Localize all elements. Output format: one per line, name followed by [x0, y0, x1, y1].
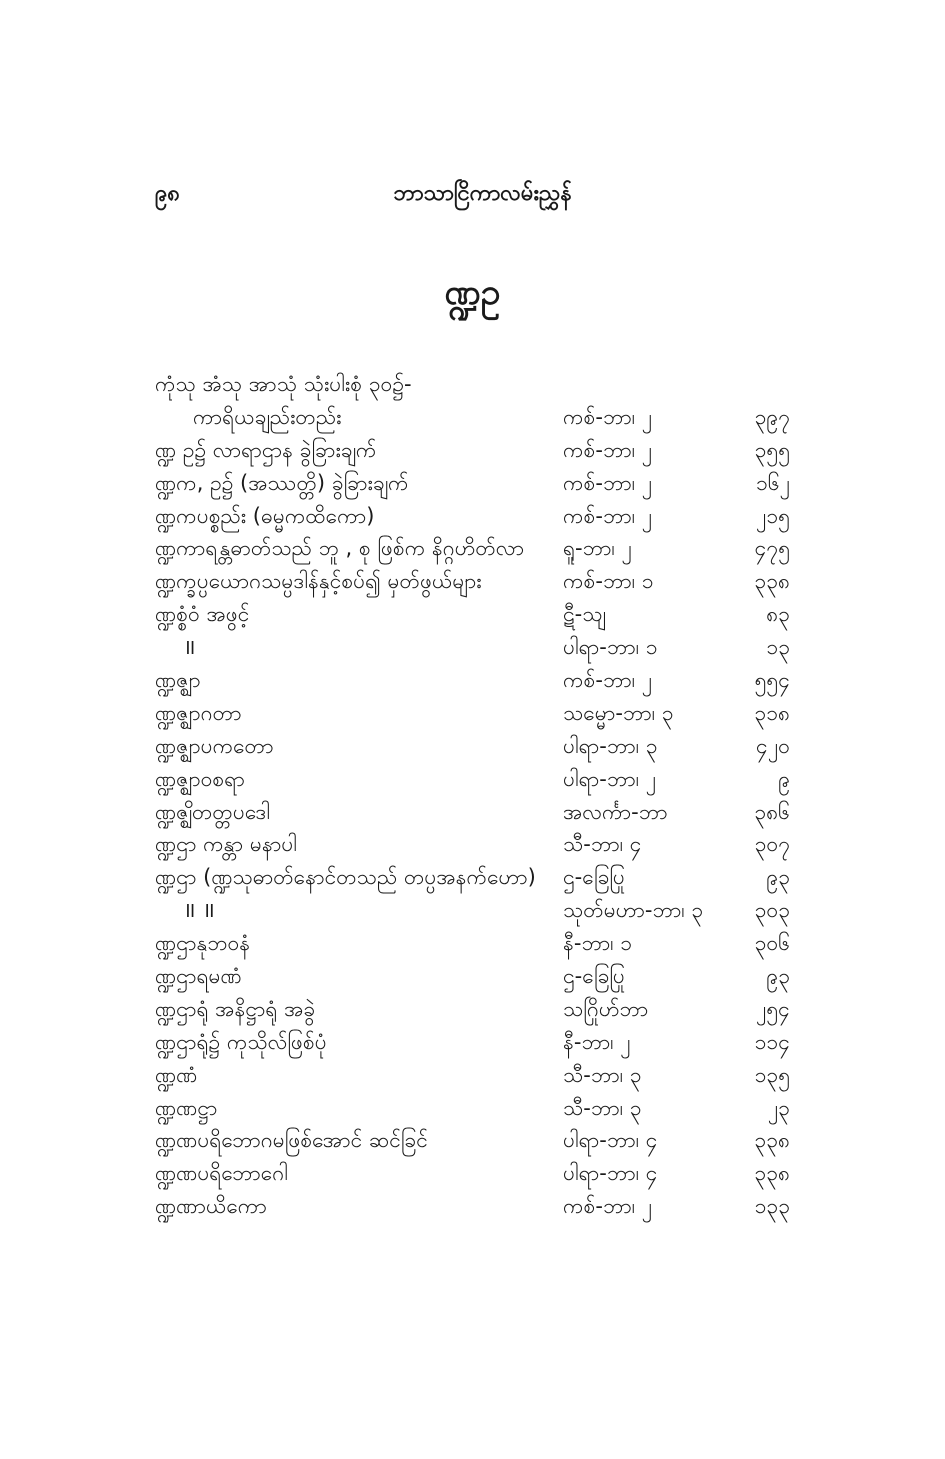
index-entry: ॥ ॥: [183, 898, 215, 923]
index-entry: ဏ္ဍဇ္ဈိတတ္တပဒေါ: [155, 799, 271, 824]
index-source: ပါရာ-ဘာ၊ ၃: [563, 733, 658, 758]
index-source: ကစ်-ဘာ၊ ၂: [563, 1194, 653, 1219]
index-entry: ဏ္ဍဌာရမဏံ: [155, 964, 242, 989]
index-source: ပါရာ-ဘာ၊ ၂: [563, 766, 657, 791]
index-row: [155, 1124, 790, 1157]
index-row: [155, 1190, 790, 1223]
index-entry: ဏ္ဍဏဋ္ဌာ: [155, 1095, 218, 1120]
index-source: သမ္မော-ဘာ၊ ၃: [563, 700, 674, 725]
index-row: [155, 960, 790, 993]
index-entry: ဏ္ဍဌာ ကန္တာ မနာပါ: [155, 832, 297, 857]
index-page-number: ၁၆၂: [756, 470, 790, 495]
index-source: ကစ်-ဘာ၊ ၂: [563, 668, 653, 693]
index-page-number: ၅၅၄: [754, 668, 790, 693]
index-row: [155, 500, 790, 533]
index-page-number: ၃၃၈: [754, 1161, 790, 1186]
page-number: ၉၈: [155, 181, 180, 206]
index-page-number: ၉၃: [766, 964, 790, 989]
index-entry: ဏ္ဍဇ္ဈာ: [155, 668, 201, 693]
index-source: နီ-ဘာ၊ ၂: [563, 1029, 631, 1054]
index-entry: ဏ္ဍက, ဥ၌ (အဿတ္တိ) ခွဲခြားချက်: [155, 470, 409, 495]
index-page-number: ၁၃: [766, 635, 790, 660]
index-source: ကစ်-ဘာ၊ ၂: [563, 437, 653, 462]
index-entry: ဏ္ဍစ္စံဝံ အဖွင့်: [155, 602, 250, 627]
index-source: သဂြိုဟ်ဘာ: [563, 996, 649, 1021]
index-page-number: ၃၅၅: [754, 437, 790, 462]
index-list: [155, 368, 790, 1223]
index-entry: ဏ္ဍဏပရိဘောဂမဖြစ်အောင် ဆင်ခြင်: [155, 1128, 428, 1153]
index-row: [155, 532, 790, 565]
index-entry: ဏ္ဍဏာယိကော: [155, 1194, 267, 1219]
index-row: [155, 1157, 790, 1190]
index-row: [155, 697, 790, 730]
index-source: နီ-ဘာ၊ ၁: [563, 931, 633, 956]
index-source: ပါရာ-ဘာ၊ ၁: [563, 635, 658, 660]
index-row: [155, 861, 790, 894]
index-row: [155, 927, 790, 960]
index-source: ဌ-ခြေပြု: [563, 865, 625, 890]
index-row: [155, 763, 790, 796]
index-page-number: ၉: [778, 766, 790, 791]
index-page-number: ၃၃၈: [754, 569, 790, 594]
index-row: [155, 598, 790, 631]
index-row: [155, 434, 790, 467]
index-source: ကစ်-ဘာ၊ ၂: [563, 470, 653, 495]
index-source: ဌ-ခြေပြု: [563, 964, 625, 989]
index-source: ပါရာ-ဘာ၊ ၄: [563, 1128, 658, 1153]
index-source: သီ-ဘာ၊ ၃: [563, 1062, 642, 1087]
index-row: [155, 730, 790, 763]
index-page-number: ၁၁၄: [754, 1029, 790, 1054]
index-source: သီ-ဘာ၊ ၃: [563, 1095, 642, 1120]
index-source: သီ-ဘာ၊ ၄: [563, 832, 642, 857]
index-page-number: ၃၀၇: [754, 832, 790, 857]
index-source: အလင်္ကာ-ဘာ: [563, 799, 668, 824]
index-entry: ဏ္ဍဇ္ဈာဂတာ: [155, 700, 242, 725]
running-head-title: ဘာသာငြိကာလမ်းညွှန်: [393, 181, 572, 206]
index-entry: ကုံသု အံသု အာသုံ သုံးပါးစုံ ၃၀၌-: [155, 372, 412, 396]
index-page-number: ၉၃: [766, 865, 790, 890]
index-entry: ဏ္ဍဇ္ဈာဝစရာ: [155, 766, 245, 791]
index-entry: ဏ္ဍဌာရုံ၌ ကုသိုလ်ဖြစ်ပုံ: [155, 1029, 327, 1054]
index-row: [155, 1092, 790, 1125]
index-page-number: ၃၁၈: [754, 700, 790, 725]
index-source: ကစ်-ဘာ၊ ၂: [563, 503, 653, 528]
index-entry: ဏ္ဍကာရန္တဓာတ်သည် ဘူ , စု ဖြစ်က နိဂ္ဂဟိတ်လာ: [155, 536, 525, 561]
index-row: [155, 401, 790, 434]
index-row: [155, 993, 790, 1026]
index-row: [155, 894, 790, 927]
index-entry: ဏ္ဍကပစ္စည်း (ဓမ္မကထိကော): [155, 503, 375, 528]
index-entry: ကာရိယချည်းတည်း: [193, 404, 342, 429]
index-row: [155, 664, 790, 697]
section-heading: ဏ္ဍဥ: [444, 272, 501, 313]
index-source: ပါရာ-ဘာ၊ ၄: [563, 1161, 658, 1186]
index-page-number: ၂၅၄: [756, 996, 790, 1021]
index-row: [155, 1026, 790, 1059]
index-entry: ဏ္ဍဇ္ဈာပကတော: [155, 733, 274, 758]
index-page-number: ၃၈၆: [754, 799, 790, 824]
index-entry: ဏ္ဍ ဥ၌ လာရာဌာန ခွဲခြားချက်: [155, 437, 377, 462]
index-page-number: ၃၀၆: [754, 931, 790, 956]
index-source: ကစ်-ဘာ၊ ၂: [563, 404, 653, 429]
index-row: [155, 1059, 790, 1092]
index-entry: ॥: [183, 635, 196, 660]
index-page-number: ၃၀၃: [754, 898, 790, 923]
index-page-number: ၂၃: [767, 1095, 790, 1120]
index-page-number: ၈၃: [766, 602, 790, 627]
index-page-number: ၃၉၇: [754, 404, 790, 429]
index-row: [155, 828, 790, 861]
index-entry: ဏ္ဍဌာရုံ အနိဋ္ဌာရုံ အခွဲ: [155, 996, 316, 1021]
index-entry: ဏ္ဍက္ခပ္ပယောဂသမ္ပဒါန်နှင့်စပ်၍ မှတ်ဖွယ်များ: [155, 569, 482, 594]
index-entry: ဏ္ဍဌာနုဘဝနံ: [155, 931, 251, 956]
index-page-number: ၃၃၈: [754, 1128, 790, 1153]
index-entry: ဏ္ဍဌာ (ဏ္ဍသုဓာတ်နောင်တသည် တပ္ပအနက်ဟော): [155, 865, 536, 890]
index-row: [155, 796, 790, 829]
index-page-number: ၁၃၃: [754, 1194, 790, 1219]
index-row: [155, 631, 790, 664]
index-page-number: ၄၂၀: [756, 733, 790, 758]
index-source: ရူ-ဘာ၊ ၂: [563, 536, 632, 561]
index-source: သုတ်မဟာ-ဘာ၊ ၃: [563, 898, 704, 923]
index-row: [155, 565, 790, 598]
index-entry: ဏ္ဍဏပရိဘောဂေါ: [155, 1161, 288, 1186]
index-source: ကစ်-ဘာ၊ ၁: [563, 569, 654, 594]
index-row: [155, 368, 790, 401]
index-source: ဋီ-သျ: [563, 602, 606, 627]
index-row: [155, 467, 790, 500]
index-entry: ဏ္ဍဏံ: [155, 1062, 198, 1087]
index-page-number: ၄၇၅: [754, 536, 790, 561]
index-page-number: ၁၃၅: [754, 1062, 790, 1087]
index-page-number: ၂၁၅: [756, 503, 790, 528]
